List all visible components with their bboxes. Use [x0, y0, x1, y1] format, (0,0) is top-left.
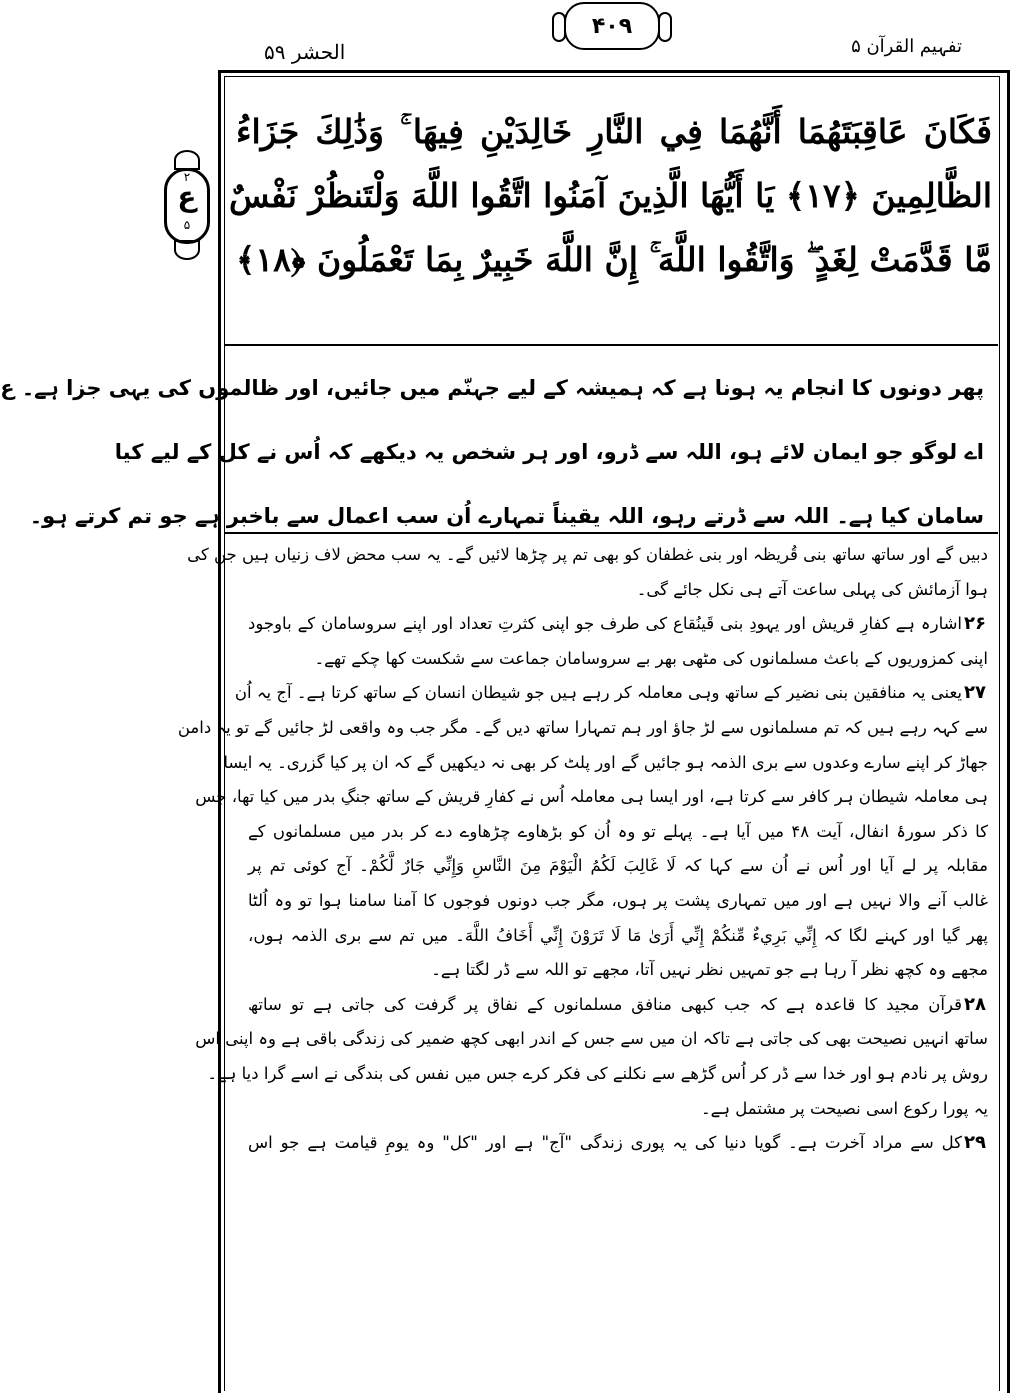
ruku-marker	[160, 150, 210, 256]
translation-line: پھر دونوں کا انجام یہ ہونا ہے کہ ہمیشہ کے لیے جہنّم میں جائیں، اور ظالموں کی یہی جزا ہے۔ ع	[0, 376, 984, 400]
translation-line: اے لوگو جو ایمان لائے ہو، اللہ سے ڈرو، اور ہر شخص یہ دیکھے کہ اُس نے کل کے لیے کیا	[114, 440, 984, 464]
note-line	[248, 988, 988, 1023]
divider	[224, 344, 998, 346]
arabic-text	[228, 100, 992, 292]
note-line	[248, 1126, 988, 1161]
book-title: تفہیم القرآن ۵	[851, 36, 962, 57]
divider	[224, 532, 998, 534]
ruku-symbol: ع	[177, 180, 197, 213]
note-number: ۲۷	[964, 682, 986, 704]
footnotes	[177, 538, 988, 1161]
note-line: ہی معاملہ شیطان ہر کافر سے کرتا ہے، اور ایسا ہی معاملہ اُس نے کفارِ قریش کے ساتھ جنگِ بدر میں کیا تھا، جس	[195, 787, 988, 807]
note-line: ساتھ انہیں نصیحت بھی کی جاتی ہے تاکہ ان میں سے جس کے اندر ابھی کچھ ضمیر کی زندگی باقی ہے وہ اپنی اس	[195, 1029, 988, 1049]
note-line: کا ذکر سورۂ انفال، آیت ۴۸ میں آیا ہے۔ پہلے تو وہ اُن کو بڑھاوے چڑھاوے دے کر بدر میں مسلمانوں کے	[248, 821, 988, 841]
note-text: اشارہ ہے کفارِ قریش اور یہودِ بنی قَینُقاع کی طرف جو اپنی کثرتِ تعداد اور اپنے سروسامان کے باوجود	[248, 614, 963, 634]
note-line: غالب آنے والا نہیں ہے اور میں تمہاری پشت پر ہوں، مگر جب دونوں فوجوں کا آمنا سامنا ہوا تو وہ اُلٹا	[248, 890, 988, 910]
note-line: مجھے وہ کچھ نظر آ رہا ہے جو تمہیں نظر نہیں آتا، مجھے تو اللہ سے ڈر لگتا ہے۔	[431, 960, 988, 980]
note-line: ہوا آزمائش کی پہلی ساعت آتے ہی نکل جائے گی۔	[636, 579, 988, 599]
ornament-top-icon	[174, 150, 200, 170]
note-line: اپنی کمزوریوں کے باعث مسلمانوں کی مٹھی بھر بے سروسامان جماعت سے شکست کھا چکے تھے۔	[314, 648, 988, 668]
note-line: مقابلہ پر لے آیا اور اُس نے اُن سے کہا کہ لَا غَالِبَ لَكُمُ الْيَوْمَ مِنَ النَّاسِ وَإِنِّي جَارٌ لَّكُمْ۔ آج کوئی تم پر	[248, 856, 988, 876]
note-line: روش پر نادم ہو اور خدا سے ڈر کر اُس گڑھے سے نکلنے کی فکر کرے جس میں نفس کی بندگی نے اسے گرا دیا ہے۔	[207, 1063, 988, 1083]
ornament-bottom-icon	[174, 240, 200, 260]
arabic-line: فَكَانَ عَاقِبَتَهُمَا أَنَّهُمَا فِي النَّارِ خَالِدَيْنِ فِيهَا ۚ وَذَٰلِكَ جَزَاءُ	[236, 112, 992, 151]
note-line: سے کہہ رہے ہیں کہ تم مسلمانوں سے لڑ جاؤ اور ہم تمہارا ساتھ دیں گے۔ مگر جب وہ واقعی لڑ جائیں گے تو یہ دامن	[177, 717, 988, 737]
note-text: کل سے مراد آخرت ہے۔ گویا دنیا کی یہ پوری زندگی "آج" ہے اور "کل" وہ یومِ قیامت ہے جو اس	[248, 1133, 963, 1153]
arabic-line: مَّا قَدَّمَتْ لِغَدٍ ۖ وَاتَّقُوا اللَّهَ ۚ إِنَّ اللَّهَ خَبِيرٌ بِمَا تَعْمَلُونَ ﴿١٨﴾	[236, 240, 992, 279]
ruku-top-number: ۲	[183, 170, 191, 184]
note-line: جھاڑ کر اپنے سارے وعدوں سے بری الذمہ ہو جائیں گے اور پلٹ کر بھی نہ دیکھیں گے کہ ان پر کیا گزری۔ یہ ایسا	[223, 752, 988, 772]
note-number: ۲۶	[964, 613, 986, 635]
note-line: دبیں گے اور ساتھ ساتھ بنی قُریظہ اور بنی غطفان کو بھی تم پر چڑھا لائیں گے۔ یہ سب محض لاف زنیاں ہیں جن کی	[187, 545, 988, 564]
note-number: ۲۹	[964, 1132, 986, 1154]
note-line	[234, 676, 988, 711]
note-line: یہ پورا رکوع اسی نصیحت پر مشتمل ہے۔	[700, 1098, 988, 1118]
ruku-bottom-number: ۵	[183, 218, 191, 232]
urdu-translation	[0, 356, 984, 548]
note-text: قرآن مجید کا قاعدہ ہے کہ جب کبھی منافق مسلمانوں کے نفاق پر گرفت کی جاتی ہے تو ساتھ	[248, 994, 963, 1014]
arabic-line: الظَّالِمِينَ ﴿١٧﴾ يَا أَيُّهَا الَّذِينَ آمَنُوا اتَّقُوا اللَّهَ وَلْتَنظُرْ نَفْسٌ	[228, 176, 992, 215]
surah-title: الحشر ۵۹	[264, 40, 346, 64]
note-number: ۲۸	[964, 993, 986, 1015]
note-text: یعنی یہ منافقین بنی نضیر کے ساتھ وہی معاملہ کر رہے ہیں جو شیطان انسان کے ساتھ کرتا ہے۔ آج یہ اُن	[234, 683, 963, 703]
note-line: پھر گیا اور کہنے لگا کہ إِنِّي بَرِيءٌ مِّنكُمْ إِنِّي أَرَىٰ مَا لَا تَرَوْنَ إِنِّي أَخَافُ اللَّهَ۔ میں تم سے بری الذمہ ہوں،	[248, 925, 988, 945]
page-number: ۴۰۹	[564, 2, 660, 50]
page-header	[156, 0, 1020, 70]
translation-line: سامان کیا ہے۔ اللہ سے ڈرتے رہو، اللہ یقیناً تمہارے اُن سب اعمال سے باخبر ہے جو تم کرتے ہو۔	[29, 504, 984, 528]
note-line	[248, 607, 988, 642]
